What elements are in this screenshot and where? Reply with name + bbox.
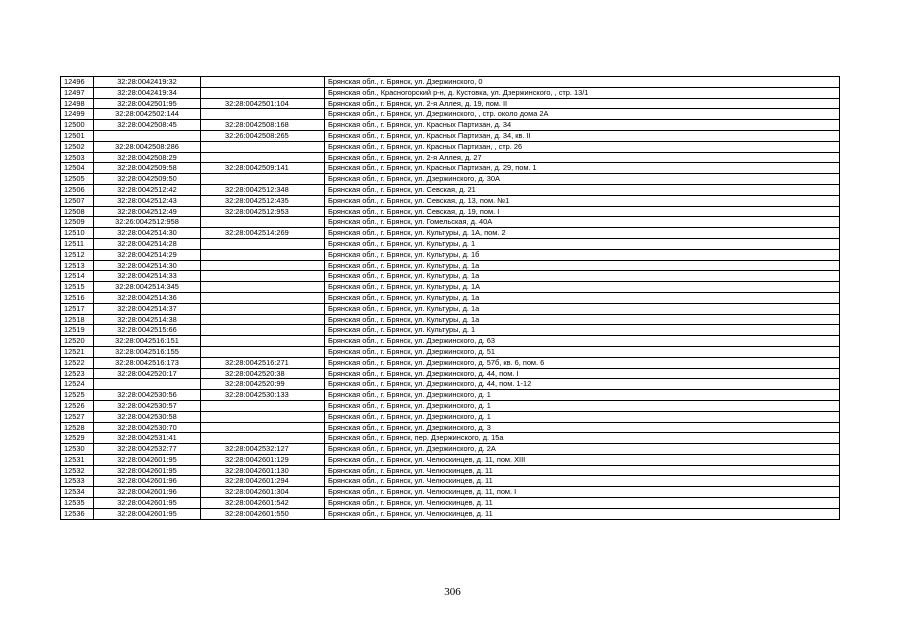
parent-cadastral-number-cell [201,109,325,120]
table-row [61,249,840,260]
cadastral-number-cell: 32:28:0042516:151 [94,336,201,347]
table-row [61,184,840,195]
cadastral-number-cell: 32:28:0042508:286 [94,141,201,152]
table-row [61,433,840,444]
cadastral-number-cell: 32:28:0042514:29 [94,249,201,260]
address-cell: Брянская обл., г. Брянск, ул. Дзержинского, д. 2А [325,444,840,455]
table-row [61,325,840,336]
table-row [61,141,840,152]
table-row [61,422,840,433]
address-cell: Брянская обл., г. Брянск, ул. Челюскинцев, д. 11 [325,465,840,476]
cadastral-number-cell: 32:26:0042512:958 [94,217,201,228]
row-number-cell: 12521 [61,346,94,357]
row-number-cell: 12532 [61,465,94,476]
table-row [61,130,840,141]
table-row [61,152,840,163]
table-row [61,508,840,519]
address-cell: Брянская обл., г. Брянск, ул. Дзержинского, д. 51 [325,346,840,357]
address-cell: Брянская обл., г. Брянск, ул. Дзержинского, д. 1 [325,400,840,411]
row-number-cell: 12510 [61,228,94,239]
row-number-cell: 12517 [61,303,94,314]
table-row [61,314,840,325]
table-row [61,271,840,282]
row-number-cell: 12522 [61,357,94,368]
parent-cadastral-number-cell [201,77,325,88]
row-number-cell: 12535 [61,498,94,509]
row-number-cell: 12526 [61,400,94,411]
row-number-cell: 12502 [61,141,94,152]
cadastral-number-cell: 32:28:0042514:30 [94,260,201,271]
registry-sheet [60,76,839,520]
table-row [61,195,840,206]
parent-cadastral-number-cell [201,152,325,163]
cadastral-number-cell: 32:28:0042601:96 [94,476,201,487]
parent-cadastral-number-cell [201,336,325,347]
table-row [61,498,840,509]
parent-cadastral-number-cell [201,260,325,271]
row-number-cell: 12503 [61,152,94,163]
table-row [61,87,840,98]
table-row [61,465,840,476]
cadastral-number-cell: 32:28:0042419:34 [94,87,201,98]
parent-cadastral-number-cell [201,400,325,411]
address-cell: Брянская обл., г. Брянск, ул. Челюскинцев, д. 11 [325,508,840,519]
table-row [61,109,840,120]
address-cell: Брянская обл., г. Брянск, ул. Севская, д. 19, пом. I [325,206,840,217]
address-cell: Брянская обл., г. Брянск, ул. Культуры, д. 1 [325,325,840,336]
row-number-cell: 12509 [61,217,94,228]
cadastral-number-cell: 32:28:0042515:66 [94,325,201,336]
cadastral-number-cell: 32:28:0042530:70 [94,422,201,433]
row-number-cell: 12514 [61,271,94,282]
address-cell: Брянская обл., г. Брянск, ул. Севская, д. 13, пом. №1 [325,195,840,206]
cadastral-number-cell: 32:28:0042509:58 [94,163,201,174]
address-cell: Брянская обл., г. Брянск, ул. Красных Партизан, д. 34, кв. II [325,130,840,141]
address-cell: Брянская обл., г. Брянск, ул. Дзержинского, д. 57б, кв. 6, пом. 6 [325,357,840,368]
address-cell: Брянская обл., г. Брянск, ул. Культуры, д. 1а [325,260,840,271]
row-number-cell: 12506 [61,184,94,195]
row-number-cell: 12519 [61,325,94,336]
parent-cadastral-number-cell [201,325,325,336]
parent-cadastral-number-cell: 32:28:0042601:304 [201,487,325,498]
address-cell: Брянская обл., г. Брянск, ул. Красных Партизан, , стр. 26 [325,141,840,152]
address-cell: Брянская обл., г. Брянск, ул. Культуры, д. 1а [325,292,840,303]
row-number-cell: 12533 [61,476,94,487]
address-cell: Брянская обл., г. Брянск, ул. Культуры, д. 1а [325,303,840,314]
page-number: 306 [444,586,461,598]
parent-cadastral-number-cell [201,141,325,152]
table-row [61,292,840,303]
parent-cadastral-number-cell: 32:28:0042532:127 [201,444,325,455]
parent-cadastral-number-cell [201,292,325,303]
table-row [61,260,840,271]
address-cell: Брянская обл., г. Брянск, ул. Дзержинского, д. 44, пом. 1-12 [325,379,840,390]
parent-cadastral-number-cell [201,87,325,98]
cadastral-number-cell: 32:28:0042514:345 [94,282,201,293]
address-cell: Брянская обл., г. Брянск, ул. Дзержинского, д. 44, пом. I [325,368,840,379]
row-number-cell: 12518 [61,314,94,325]
cadastral-number-cell: 32:28:0042508:29 [94,152,201,163]
address-cell: Брянская обл., г. Брянск, пер. Дзержинского, д. 15а [325,433,840,444]
row-number-cell: 12504 [61,163,94,174]
address-cell: Брянская обл., г. Брянск, ул. Дзержинского, , стр. около дома 2А [325,109,840,120]
row-number-cell: 12530 [61,444,94,455]
address-cell: Брянская обл., г. Брянск, ул. Дзержинского, д. 1 [325,411,840,422]
row-number-cell: 12529 [61,433,94,444]
row-number-cell: 12508 [61,206,94,217]
cadastral-number-cell: 32:28:0042531:41 [94,433,201,444]
parent-cadastral-number-cell [201,346,325,357]
address-cell: Брянская обл., г. Брянск, ул. Культуры, д. 1А [325,282,840,293]
table-row [61,303,840,314]
table-row [61,346,840,357]
row-number-cell: 12496 [61,77,94,88]
row-number-cell: 12505 [61,174,94,185]
table-row [61,120,840,131]
table-row [61,357,840,368]
address-cell: Брянская обл., г. Брянск, ул. Челюскинцев, д. 11, пом. XIII [325,454,840,465]
address-cell: Брянская обл., г. Брянск, ул. Дзержинского, д. 3 [325,422,840,433]
parent-cadastral-number-cell: 32:28:0042601:294 [201,476,325,487]
row-number-cell: 12527 [61,411,94,422]
row-number-cell: 12516 [61,292,94,303]
address-cell: Брянская обл., г. Брянск, ул. Культуры, д. 1а [325,314,840,325]
parent-cadastral-number-cell: 32:28:0042514:269 [201,228,325,239]
address-cell: Брянская обл., г. Брянск, ул. Дзержинского, д. 1 [325,390,840,401]
row-number-cell: 12528 [61,422,94,433]
cadastral-number-cell: 32:28:0042501:95 [94,98,201,109]
row-number-cell: 12513 [61,260,94,271]
parent-cadastral-number-cell: 32:28:0042601:130 [201,465,325,476]
table-row [61,411,840,422]
row-number-cell: 12515 [61,282,94,293]
address-cell: Брянская обл., Красногорский р-н, д. Кустовка, ул. Дзержинского, , стр. 13/1 [325,87,840,98]
row-number-cell: 12520 [61,336,94,347]
parent-cadastral-number-cell [201,217,325,228]
parent-cadastral-number-cell [201,249,325,260]
cadastral-number-cell: 32:28:0042601:95 [94,465,201,476]
cadastral-number-cell: 32:28:0042601:95 [94,508,201,519]
table-row [61,476,840,487]
parent-cadastral-number-cell: 32:28:0042508:168 [201,120,325,131]
table-row [61,336,840,347]
cadastral-number-cell: 32:28:0042512:49 [94,206,201,217]
cadastral-number-cell: 32:28:0042520:17 [94,368,201,379]
cadastral-number-cell: 32:28:0042530:57 [94,400,201,411]
row-number-cell: 12511 [61,238,94,249]
address-cell: Брянская обл., г. Брянск, ул. Дзержинского, 0 [325,77,840,88]
address-cell: Брянская обл., г. Брянск, ул. Культуры, д. 1 [325,238,840,249]
row-number-cell: 12524 [61,379,94,390]
cadastral-number-cell [94,130,201,141]
row-number-cell: 12499 [61,109,94,120]
table-row [61,282,840,293]
cadastral-number-cell: 32:28:0042514:30 [94,228,201,239]
row-number-cell: 12536 [61,508,94,519]
row-number-cell: 12501 [61,130,94,141]
table-row [61,163,840,174]
parent-cadastral-number-cell [201,303,325,314]
address-cell: Брянская обл., г. Брянск, ул. 2-я Аллея, д. 19, пом. II [325,98,840,109]
table-row [61,77,840,88]
parent-cadastral-number-cell: 32:28:0042601:129 [201,454,325,465]
address-cell: Брянская обл., г. Брянск, ул. Челюскинцев, д. 11, пом. I [325,487,840,498]
parent-cadastral-number-cell: 32:28:0042520:38 [201,368,325,379]
row-number-cell: 12500 [61,120,94,131]
cadastral-number-cell: 32:28:0042508:45 [94,120,201,131]
cadastral-number-cell: 32:28:0042514:28 [94,238,201,249]
row-number-cell: 12534 [61,487,94,498]
row-number-cell: 12512 [61,249,94,260]
row-number-cell: 12531 [61,454,94,465]
cadastral-number-cell: 32:28:0042530:58 [94,411,201,422]
parent-cadastral-number-cell [201,238,325,249]
table-row [61,228,840,239]
table-row [61,400,840,411]
parent-cadastral-number-cell [201,271,325,282]
cadastral-number-cell: 32:28:0042601:95 [94,454,201,465]
address-cell: Брянская обл., г. Брянск, ул. Севская, д. 21 [325,184,840,195]
cadastral-number-cell: 32:28:0042601:96 [94,487,201,498]
cadastral-number-cell: 32:28:0042514:33 [94,271,201,282]
registry-table-body [61,77,840,520]
address-cell: Брянская обл., г. Брянск, ул. Культуры, д. 1А, пом. 2 [325,228,840,239]
address-cell: Брянская обл., г. Брянск, ул. Культуры, д. 1б [325,249,840,260]
address-cell: Брянская обл., г. Брянск, ул. Гомельская, д. 40А [325,217,840,228]
cadastral-number-cell: 32:28:0042509:50 [94,174,201,185]
table-row [61,98,840,109]
parent-cadastral-number-cell: 32:28:0042509:141 [201,163,325,174]
parent-cadastral-number-cell: 32:26:0042508:265 [201,130,325,141]
parent-cadastral-number-cell: 32:28:0042601:542 [201,498,325,509]
address-cell: Брянская обл., г. Брянск, ул. Красных Партизан, д. 29, пом. 1 [325,163,840,174]
cadastral-number-cell: 32:28:0042530:56 [94,390,201,401]
cadastral-number-cell: 32:28:0042514:38 [94,314,201,325]
parent-cadastral-number-cell: 32:28:0042601:550 [201,508,325,519]
table-row [61,454,840,465]
address-cell: Брянская обл., г. Брянск, ул. Дзержинского, д. 30А [325,174,840,185]
table-row [61,368,840,379]
table-row [61,444,840,455]
address-cell: Брянская обл., г. Брянск, ул. Красных Партизан, д. 34 [325,120,840,131]
registry-table [60,76,840,520]
cadastral-number-cell: 32:28:0042512:42 [94,184,201,195]
parent-cadastral-number-cell: 32:28:0042520:99 [201,379,325,390]
row-number-cell: 12523 [61,368,94,379]
address-cell: Брянская обл., г. Брянск, ул. Челюскинцев, д. 11 [325,498,840,509]
parent-cadastral-number-cell: 32:28:0042501:104 [201,98,325,109]
parent-cadastral-number-cell: 32:28:0042512:348 [201,184,325,195]
cadastral-number-cell: 32:28:0042601:95 [94,498,201,509]
address-cell: Брянская обл., г. Брянск, ул. Челюскинцев, д. 11 [325,476,840,487]
table-row [61,379,840,390]
cadastral-number-cell: 32:28:0042514:36 [94,292,201,303]
address-cell: Брянская обл., г. Брянск, ул. 2-я Аллея, д. 27 [325,152,840,163]
table-row [61,174,840,185]
row-number-cell: 12507 [61,195,94,206]
parent-cadastral-number-cell: 32:28:0042530:133 [201,390,325,401]
cadastral-number-cell: 32:28:0042502:144 [94,109,201,120]
table-row [61,238,840,249]
parent-cadastral-number-cell [201,314,325,325]
row-number-cell: 12525 [61,390,94,401]
cadastral-number-cell: 32:28:0042516:173 [94,357,201,368]
row-number-cell: 12498 [61,98,94,109]
address-cell: Брянская обл., г. Брянск, ул. Культуры, д. 1а [325,271,840,282]
cadastral-number-cell: 32:28:0042512:43 [94,195,201,206]
parent-cadastral-number-cell [201,282,325,293]
cadastral-number-cell: 32:28:0042532:77 [94,444,201,455]
address-cell: Брянская обл., г. Брянск, ул. Дзержинского, д. 63 [325,336,840,347]
parent-cadastral-number-cell [201,411,325,422]
parent-cadastral-number-cell: 32:28:0042512:953 [201,206,325,217]
table-row [61,217,840,228]
cadastral-number-cell: 32:28:0042419:32 [94,77,201,88]
table-row [61,390,840,401]
row-number-cell: 12497 [61,87,94,98]
parent-cadastral-number-cell [201,433,325,444]
cadastral-number-cell [94,379,201,390]
cadastral-number-cell: 32:28:0042514:37 [94,303,201,314]
parent-cadastral-number-cell: 32:28:0042512:435 [201,195,325,206]
parent-cadastral-number-cell: 32:28:0042516:271 [201,357,325,368]
cadastral-number-cell: 32:28:0042516:155 [94,346,201,357]
table-row [61,206,840,217]
table-row [61,487,840,498]
parent-cadastral-number-cell [201,174,325,185]
parent-cadastral-number-cell [201,422,325,433]
